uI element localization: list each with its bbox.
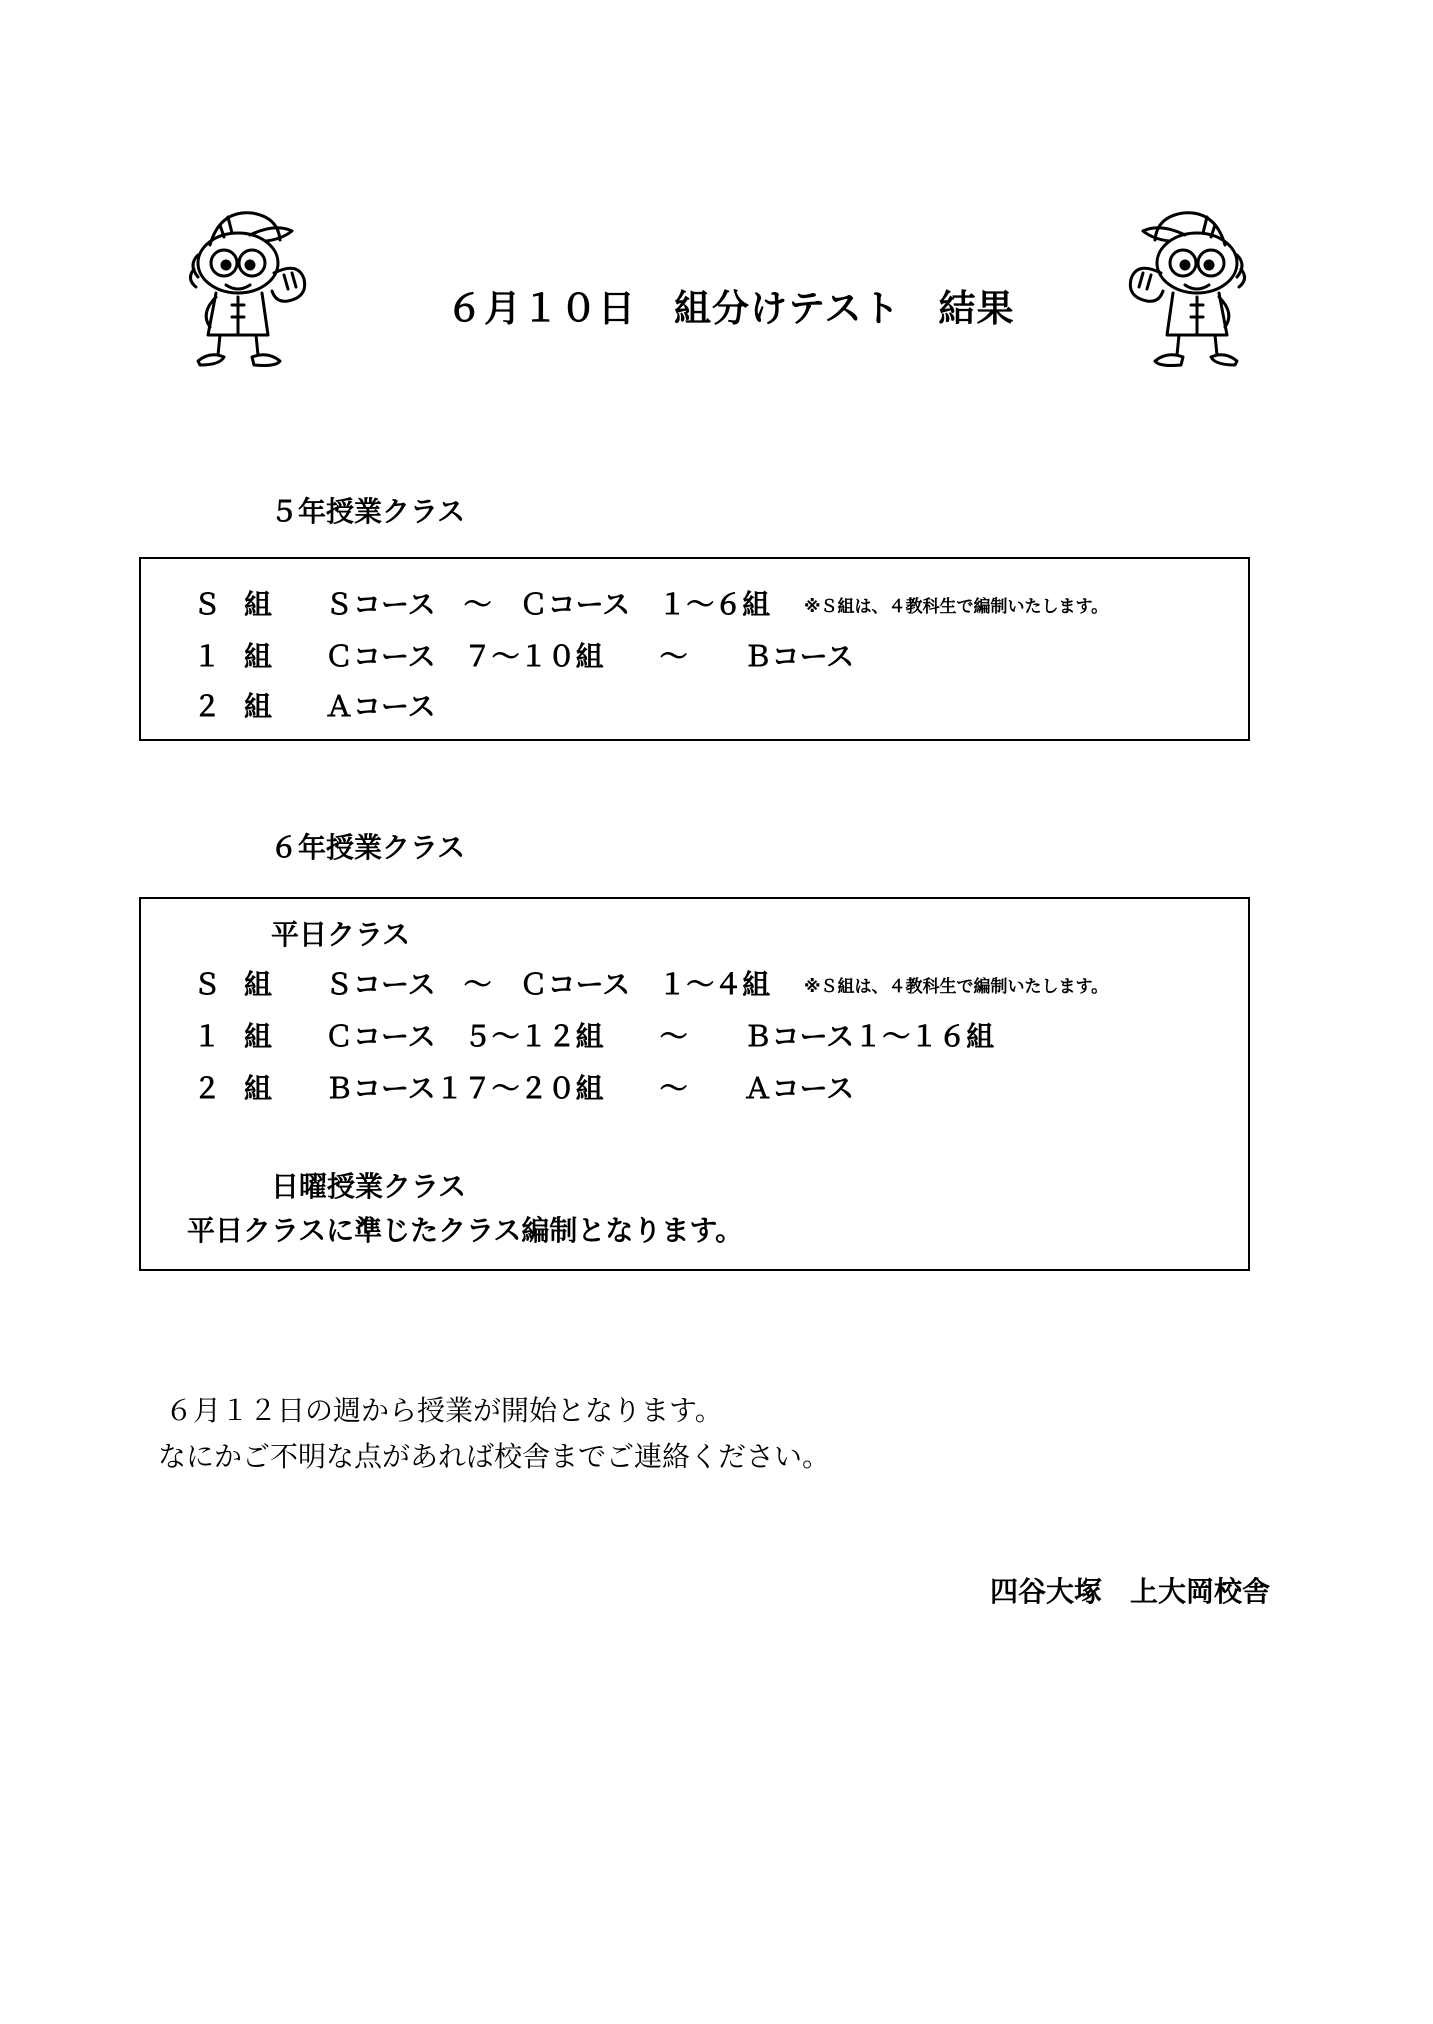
grade6-row-s-group: Ｓ	[193, 968, 222, 1001]
grade5-row-1-kumi: 組	[244, 640, 273, 673]
mascot-left-icon	[180, 205, 320, 375]
grade5-row-s-note: ※Ｓ組は、４教科生で編制いたします。	[804, 597, 1109, 617]
mascot-right-icon	[1115, 205, 1255, 375]
grade5-row-2-group: ２	[193, 690, 222, 723]
grade5-row-2-range: Ａコース	[325, 690, 436, 723]
grade6-row-2-kumi: 組	[244, 1072, 273, 1105]
grade5-row-1-range: Ｃコース ７～１０組 ～ Ｂコース	[325, 640, 855, 673]
grade6-row-2-range: Ｂコース１７～２０組 ～ Ａコース	[325, 1072, 855, 1105]
grade6-box	[139, 897, 1250, 1271]
grade6-row-s-kumi: 組	[244, 968, 273, 1001]
grade5-heading: ５年授業クラス	[270, 495, 466, 528]
notice-line-2: なにかご不明な点があれば校舎までご連絡ください。	[158, 1440, 831, 1473]
grade6-row-2-group: ２	[193, 1072, 222, 1105]
grade5-box	[139, 557, 1250, 741]
grade6-row-s-range: Ｓコース ～ Ｃコース １～４組	[325, 968, 771, 1001]
grade5-row-s-group: Ｓ	[193, 588, 222, 621]
grade6-row-1-kumi: 組	[244, 1020, 273, 1053]
grade6-row-s-note: ※Ｓ組は、４教科生で編制いたします。	[804, 977, 1109, 997]
grade6-sunday-text: 平日クラスに準じたクラス編制となります。	[187, 1214, 744, 1247]
grade5-row-s-range: Ｓコース ～ Ｃコース １～６組	[325, 588, 771, 621]
grade6-row-1-range: Ｃコース ５～１２組 ～ Ｂコース１～１６組	[325, 1020, 995, 1053]
grade6-weekday-heading: 平日クラス	[271, 918, 411, 951]
notice-line-1: ６月１２日の週から授業が開始となります。	[165, 1394, 723, 1427]
signature: 四谷大塚 上大岡校舎	[990, 1575, 1271, 1608]
page-title: ６月１０日 組分けテスト 結果	[446, 287, 1015, 330]
grade6-row-1-group: １	[193, 1020, 222, 1053]
grade5-row-s-kumi: 組	[244, 588, 273, 621]
grade5-row-1-group: １	[193, 640, 222, 673]
grade5-row-2-kumi: 組	[244, 690, 273, 723]
grade6-heading: ６年授業クラス	[270, 831, 466, 864]
grade6-sunday-heading: 日曜授業クラス	[271, 1170, 467, 1203]
